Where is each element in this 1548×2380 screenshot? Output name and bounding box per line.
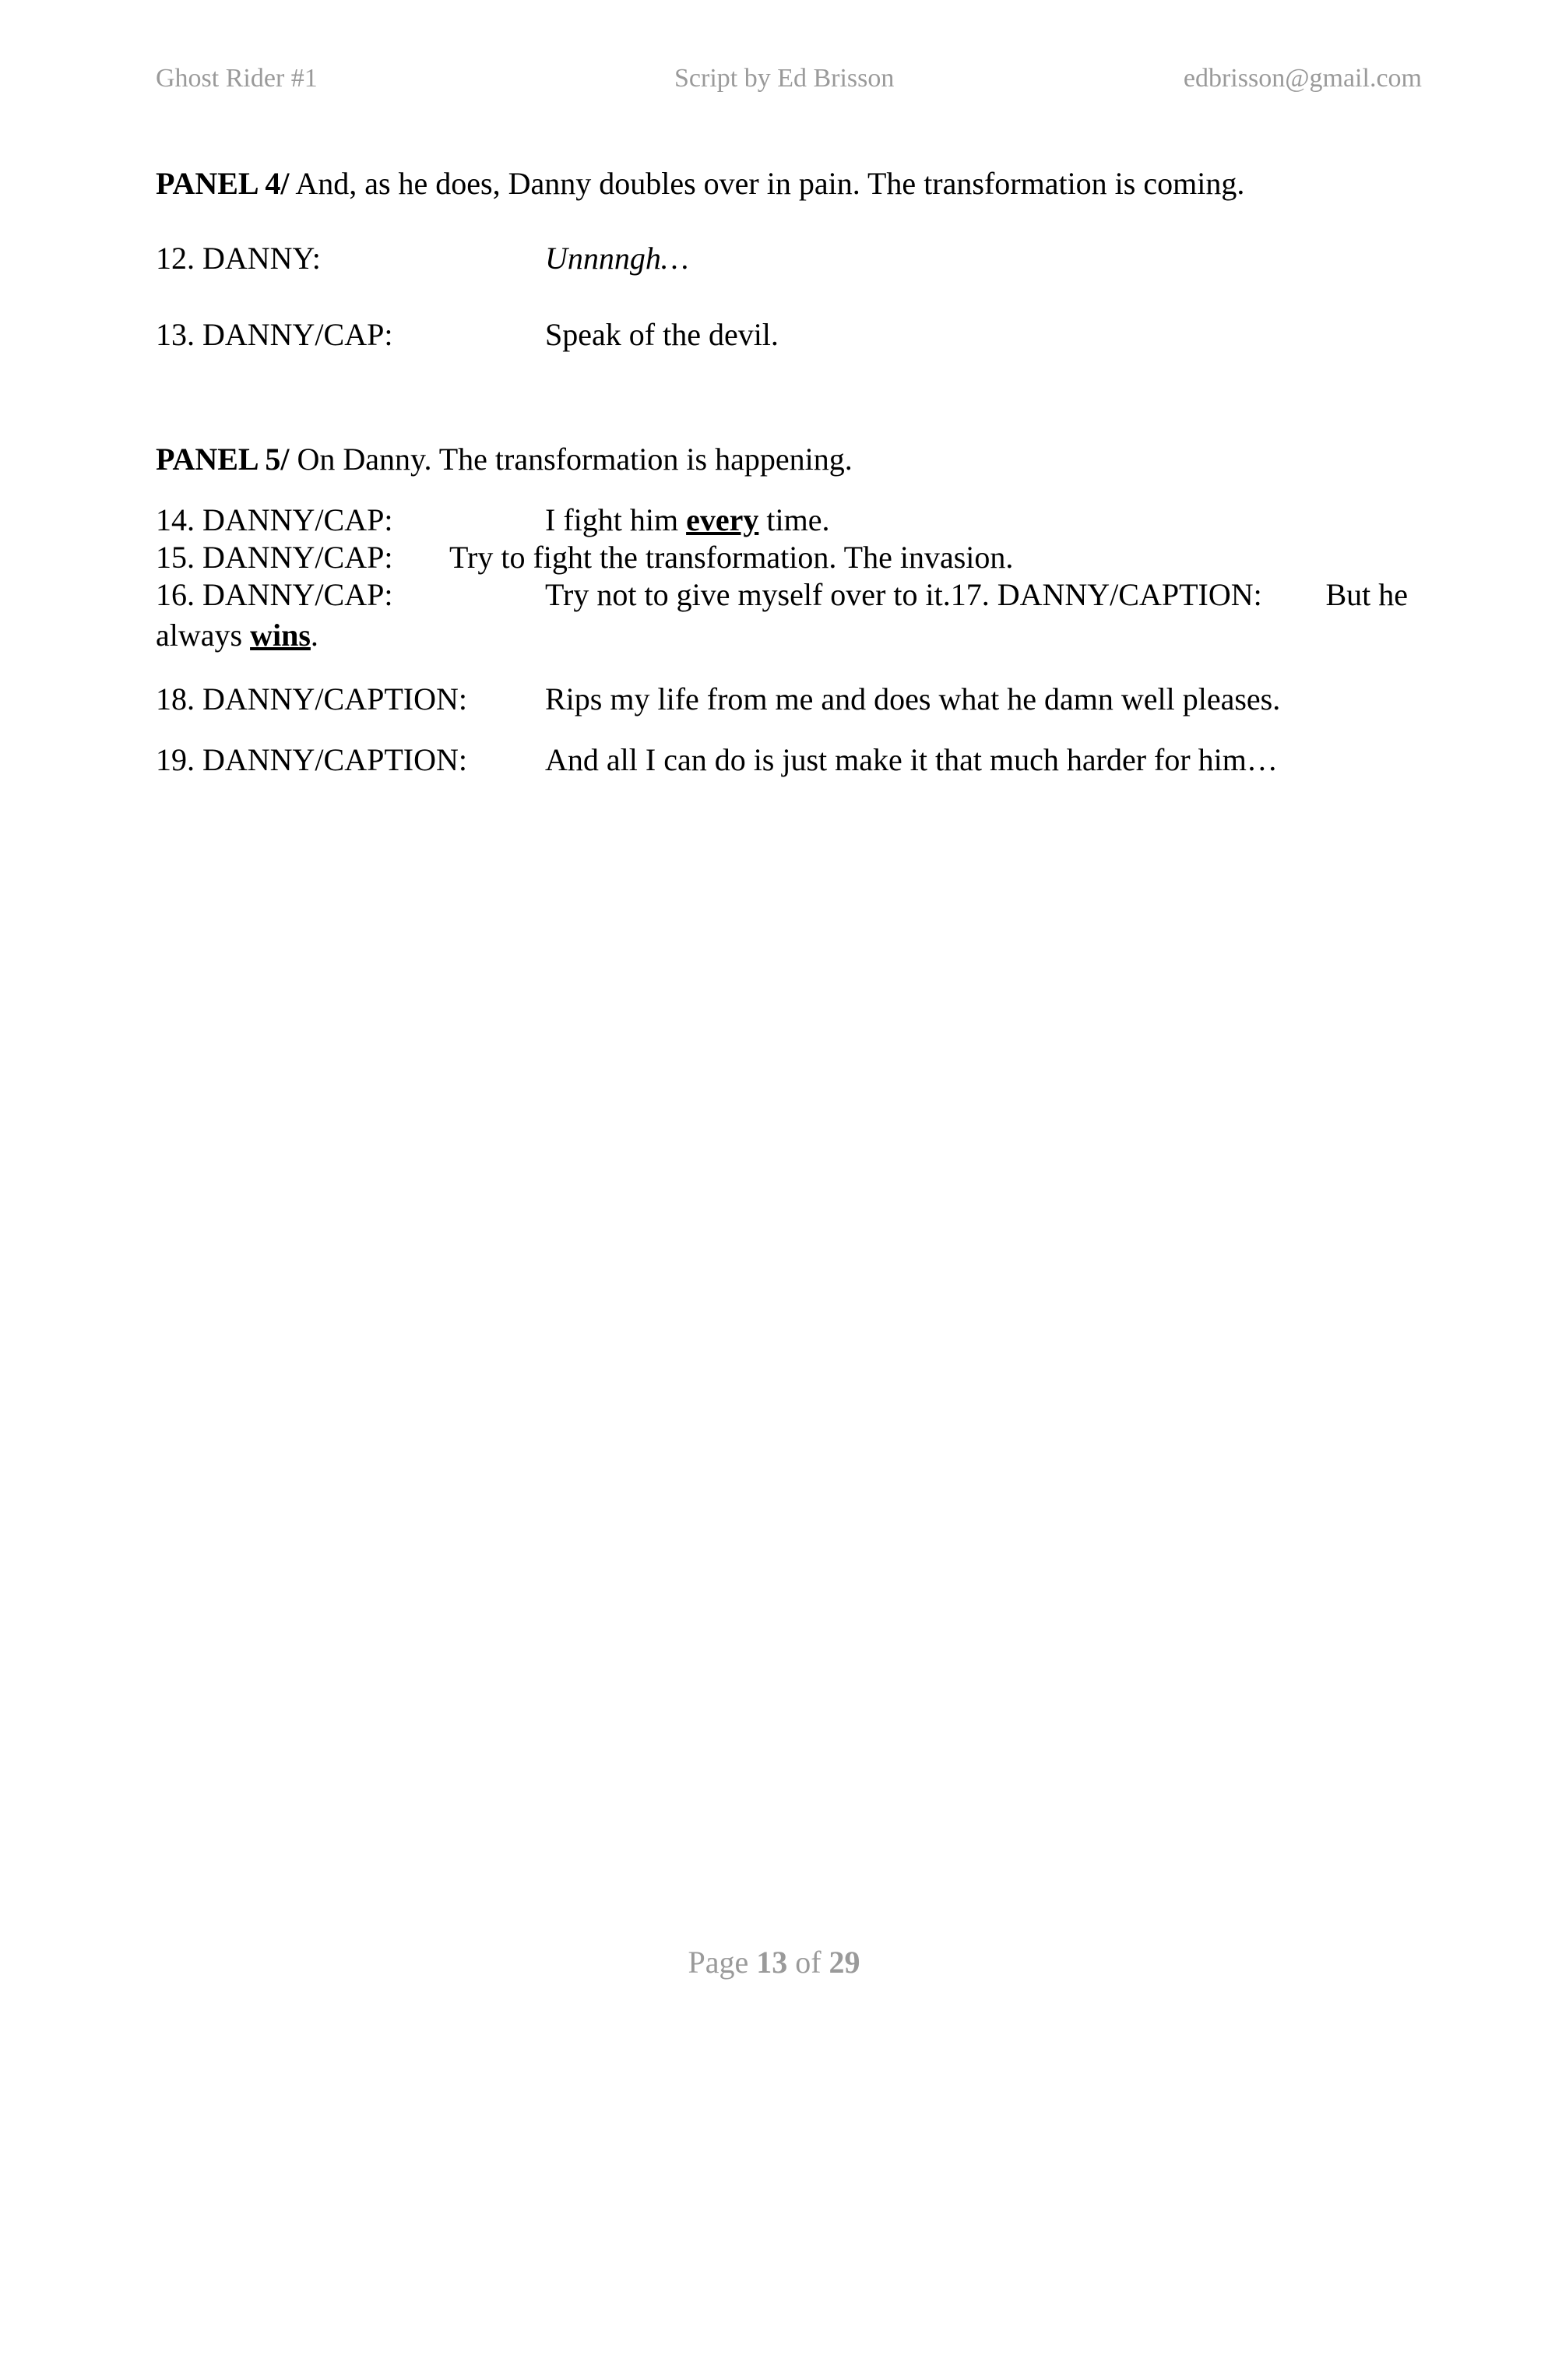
dialogue-speaker: 16. DANNY/CAP: — [156, 577, 393, 612]
emphasis-word: wins — [250, 618, 311, 653]
dialogue-speaker: 18. DANNY/CAPTION: — [156, 681, 467, 716]
header-title: Ghost Rider #1 — [156, 64, 318, 93]
dialogue-text: Try to fight the transformation. The invasion. — [449, 540, 1014, 575]
dialogue-text: Rips my life from me and does what he damn well pleases. — [545, 681, 1281, 716]
dialogue-text: I fight him every time. — [545, 502, 830, 537]
page-footer: Page 13 of 29 — [688, 1945, 860, 1980]
header-author: Script by Ed Brisson — [674, 64, 895, 93]
header-email: edbrisson@gmail.com — [1183, 64, 1422, 93]
panel-label: PANEL 5/ — [156, 442, 290, 477]
dialogue-text: Unnnngh… — [545, 241, 689, 276]
panel-label: PANEL 4/ — [156, 166, 290, 201]
page-header — [0, 64, 1548, 103]
dialogue-speaker: 15. DANNY/CAP: — [156, 540, 393, 575]
dialogue-text: Try not to give myself over to it.17. DANNY/CAPTION: — [545, 577, 1262, 612]
panel-5-heading — [156, 441, 853, 478]
emphasis-word: every — [686, 502, 759, 537]
panel-4-heading — [156, 165, 1244, 202]
dialogue-speaker: 14. DANNY/CAP: — [156, 502, 393, 537]
dialogue-text-tail: But he — [1325, 577, 1408, 612]
dialogue-text: Speak of the devil. — [545, 317, 779, 352]
dialogue-speaker: 13. DANNY/CAP: — [156, 317, 393, 352]
panel-description: And, as he does, Danny doubles over in pain. The transformation is coming. — [295, 166, 1245, 201]
dialogue-speaker: 19. DANNY/CAPTION: — [156, 742, 467, 777]
dialogue-speaker: 12. DANNY: — [156, 241, 321, 276]
dialogue-text: And all I can do is just make it that much harder for him… — [545, 742, 1278, 777]
dialogue-wrap: always wins. — [156, 618, 318, 653]
current-page: 13 — [756, 1945, 788, 1980]
panel-description: On Danny. The transformation is happening. — [297, 442, 853, 477]
total-pages: 29 — [829, 1945, 860, 1980]
